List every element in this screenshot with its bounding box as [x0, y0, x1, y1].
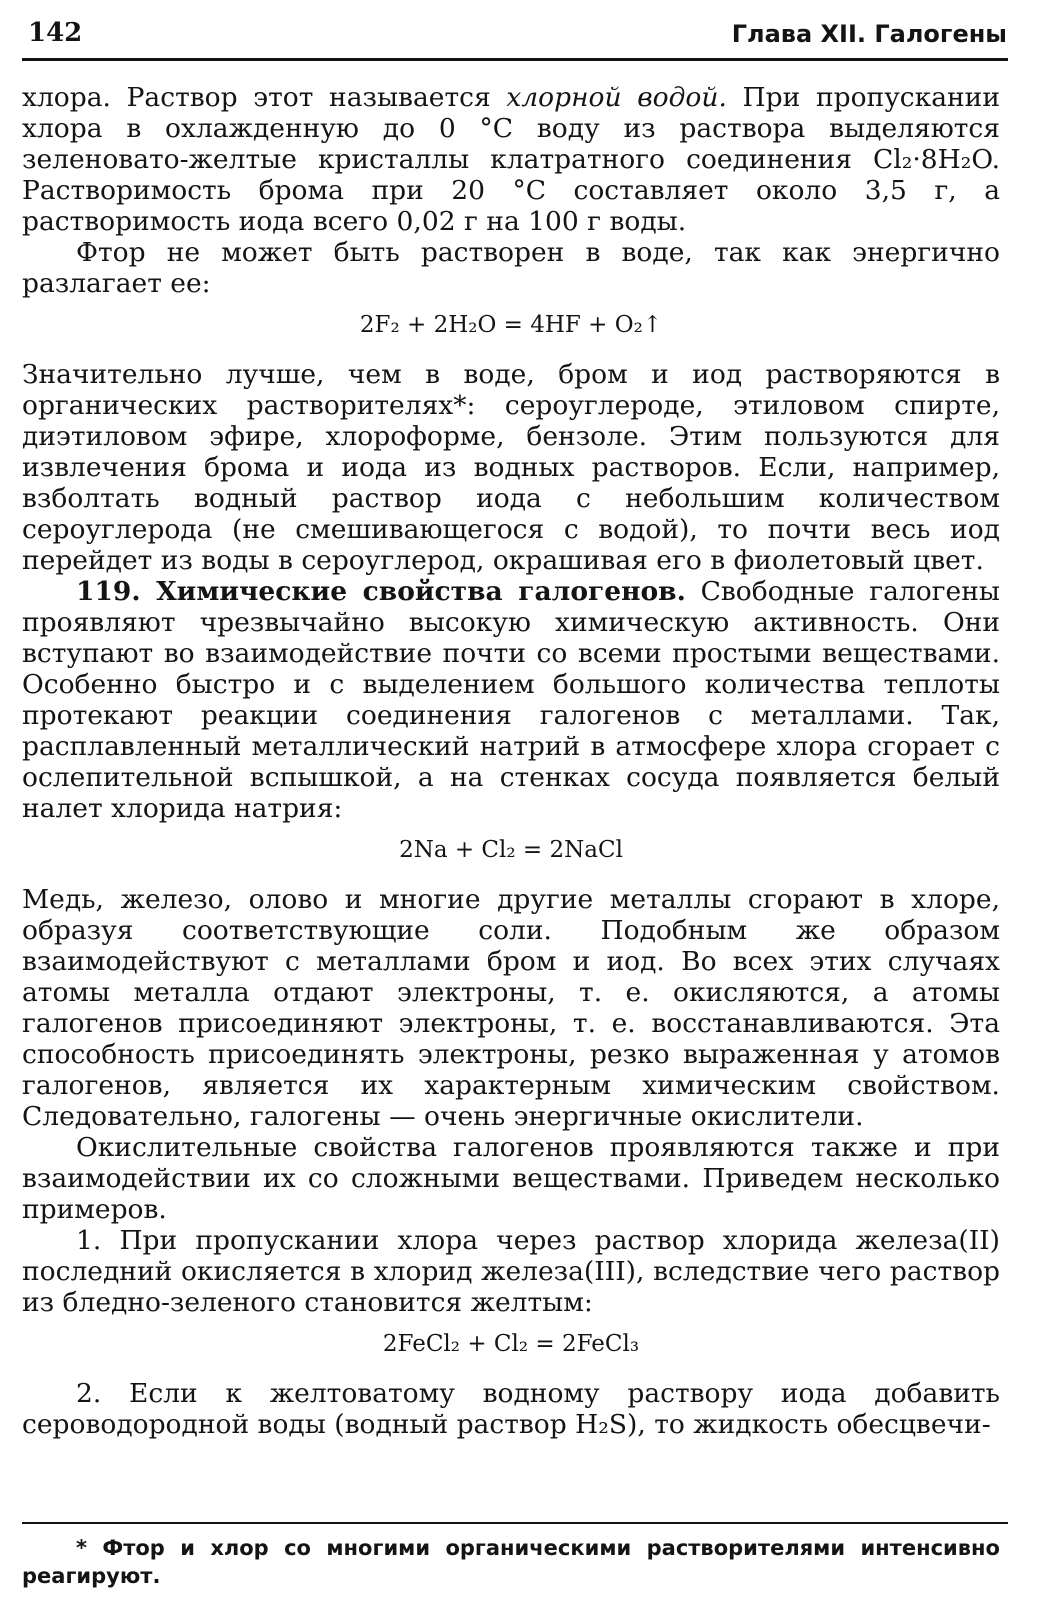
page-body — [22, 82, 1000, 1440]
text-run: хлора. Раствор этот называется — [22, 82, 507, 113]
equation-fluorine-water: 2F₂ + 2H₂O = 4HF + O₂↑ — [359, 312, 663, 338]
page-number: 142 — [28, 18, 83, 48]
section-text: Свободные галогены проявляют чрезвычайно высокую химическую активность. Они вступают во взаимодействие почти со всеми простыми веществами. Особенно быстро и с выделением большого количества теплоты протекают реакции соединения галогенов с металлами. Так, расплавленный металлический натрий в атмосфере хлора сгорает с ослепительной вспышкой, а на стенках сосуда появляется белый налет хлорида натрия: — [22, 576, 1000, 824]
emphasis-chlorine-water: хлорной водой. — [506, 82, 727, 113]
paragraph-metals: Медь, железо, олово и многие другие металлы сгорают в хлоре, образуя соответствующие соли. Подобным же образом взаимодействуют с металлами бром и иод. Во всех этих случаях атомы металла отдают электроны, т. е. окисляются, а атомы галогенов присоединяют электроны, т. е. восстанавливаются. Эта способность присоединять электроны, резко выраженная у атомов галогенов, является их характерным химическим свойством. Следовательно, галогены — очень энергичные окислители. — [22, 884, 1000, 1132]
section-heading: 119. Химические свойства галогенов. — [76, 576, 686, 607]
text-run: При пропускании хлора в охлажденную до 0 °С воду из раствора выделяются зеленовато-желтые кристаллы клатратного соединения Cl₂·8H₂O. Растворимость брома при 20 °С составляет около 3,5 г, а растворимость иода всего 0,02 г на 100 г воды. — [22, 82, 1000, 237]
paragraph-example-2: 2. Если к желтоватому водному раствору иода добавить сероводородной воды (водный раствор H₂S), то жидкость обесцвечи- — [22, 1378, 1000, 1440]
header-rule — [22, 58, 1008, 61]
paragraph-fluorine: Фтор не может быть растворен в воде, так как энергично разлагает ее: — [22, 237, 1000, 299]
paragraph-organic-solvents: Значительно лучше, чем в воде, бром и иод растворяются в органических растворителях*: сероуглероде, этиловом спирте, диэтиловом эфире, хлороформе, бензоле. Этим пользуются для извлечения брома и иода из водных растворов. Если, например, взболтать водный раствор иода с небольшим количеством сероуглерода (не смешивающегося с водой), то почти весь иод перейдет из воды в сероуглерод, окрашивая его в фиолетовый цвет. — [22, 359, 1000, 576]
paragraph-chlorine-water — [22, 82, 1000, 237]
footnote-rule — [22, 1522, 1008, 1524]
paragraph-example-1: 1. При пропускании хлора через раствор хлорида железа(II) последний окисляется в хлорид железа(III), вследствие чего раствор из бледно-зеленого становится желтым: — [22, 1225, 1000, 1318]
section-119 — [22, 576, 1000, 824]
paragraph-oxidizing: Окислительные свойства галогенов проявляются также и при взаимодействии их со сложными веществами. Приведем несколько примеров. — [22, 1132, 1000, 1225]
chapter-title: Глава XII. Галогены — [731, 20, 1007, 48]
footnote: * Фтор и хлор со многими органическими растворителями интенсивно реагируют. — [22, 1536, 1000, 1588]
equation-sodium-chlorine: 2Na + Cl₂ = 2NaCl — [399, 837, 623, 863]
equation-iron-chloride: 2FeCl₂ + Cl₂ = 2FeCl₃ — [382, 1331, 640, 1357]
